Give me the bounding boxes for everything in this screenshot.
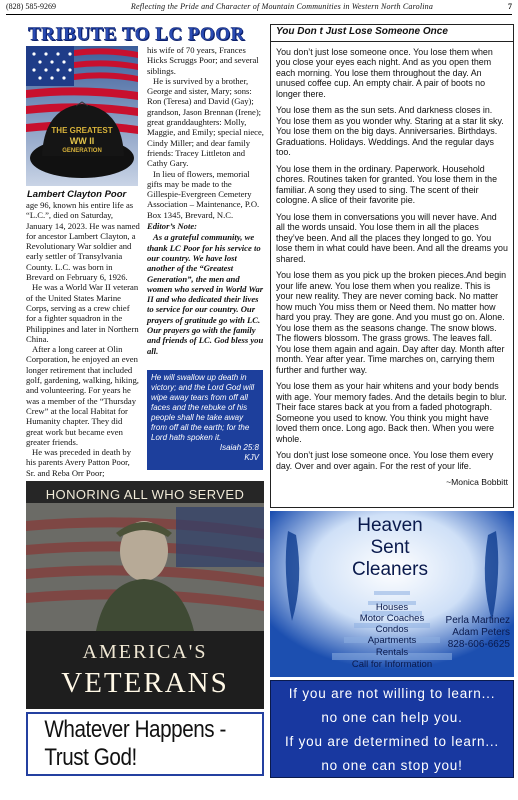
- hat-line-2: WW II: [69, 136, 95, 146]
- tribute-title: TRIBUTE TO LC POOR: [28, 24, 245, 45]
- poem-stanza: You lose them in the ordinary. Paperwork. Household chores. Routines taken for granted. You lose them in the familiar. A song they used to sing. The scent of their cologne. A slice of their favorite pie.: [276, 163, 498, 205]
- obituary-column-1: [26, 200, 140, 478]
- veteran-hat-photo: [26, 46, 138, 186]
- page-number: 7: [507, 2, 512, 11]
- editor-note-label: Editor’s Note:: [147, 221, 198, 232]
- poem-author: ~Monica Bobbitt: [446, 477, 508, 487]
- veterans-ad-line-1: AMERICA'S: [82, 641, 208, 663]
- poem-stanza: You don’t just lose someone once. You lose them when you close your eyes each night. And as you open them each morning. You lose them throughout the day. An unused coffee cup. An empty chair. A pair of boots no longer there.: [276, 46, 493, 99]
- editor-note-text: As a grateful community, we thank LC Poor for his service to our country. We have lost another of the “Greatest Generation”, the men and women who served in World War II and who dedicated their lives to service for our country. Our prayers of gratitude go with LC. Our prayers go with the family and friends of LC. God bless you all.: [147, 232, 264, 356]
- trust-god-ad: [26, 712, 264, 776]
- hat-line-3: GENERATION: [62, 148, 102, 154]
- contact-name: Adam Peters: [452, 627, 510, 638]
- hat-line-1: THE GREATEST: [51, 126, 113, 135]
- header-phone: (828) 585-9269: [6, 2, 56, 11]
- service-item: Condos: [375, 624, 409, 635]
- obit-paragraph: age 96, known his entire life as “L.C.”, died on Saturday, January 14, 2023. He was named for ancestor Lambert Clayton, a Revolutionary War soldier and early settler of Transylvania County. L.C. was born in Brevard on February 6, 1926.: [26, 200, 140, 283]
- obit-paragraph: He is survived by a brother, George and sister, Mary; sons: Ron (Teresa) and David (Gay); grandson, Jason Brennan (Irene); great granddaughters: Molly, Maggie, and Emily; special niece, Cindy Miller; and dear family friends: Tracey Littleton and Cathy Gary.: [147, 75, 264, 169]
- scripture-verse-box: [147, 370, 263, 470]
- contact-name: Perla Martinez: [445, 615, 510, 626]
- brand-line-1: Heaven: [357, 515, 423, 536]
- learn-line: If you are determined to learn...: [284, 734, 499, 749]
- heaven-sent-cleaners-ad: [270, 511, 514, 677]
- poem-title: You Don t Just Lose Someone Once: [271, 25, 513, 42]
- veterans-ad-headline: HONORING ALL WHO SERVED: [45, 487, 245, 502]
- heaven-brand: [320, 515, 460, 581]
- obit-paragraph: his wife of 70 years, Frances Hicks Scruggs Poor; and several siblings.: [147, 45, 259, 76]
- poem-stanza: You lose them as your hair whitens and your body bends with age. Your memory fades. And the details begin to blur. Their face stares back at you from a faded photograph. Someone you used to know. You think you might have loved them once. Long ago. Back then. When you were whole.: [276, 381, 507, 444]
- poem-stanza: You lose them as the sun sets. And darkness closes in. You lose them as you wonder why. Staring at a star lit sky. You lose them on the big days. Anniversaries. Birthdays. Graduations. Holidays. Weddings. And the regular days too.: [276, 105, 504, 157]
- learn-line: If you are not willing to learn...: [288, 686, 496, 701]
- obit-paragraph: In lieu of flowers, memorial gifts may be made to the Gillespie-Evergreen Cemetery Association – Maintenance, P.O. Box 1345, Brevard, N.C.: [147, 168, 260, 220]
- verse-version: KJV: [244, 453, 259, 462]
- obituary-column-2: [147, 45, 265, 356]
- poem-stanza: You don’t just lose someone once. You lose them every day. Over and over again. For the rest of your life.: [276, 450, 494, 471]
- poem-stanza: You lose them in conversations you will never have. And all the words unsaid. You lose them in all the places they’ve been. And all the places they longed to go. You lose them in what could have been. And all the dreams you shared.: [276, 211, 508, 264]
- veterans-ad-line-2: VETERANS: [61, 667, 229, 699]
- brand-line-3: Cleaners: [351, 559, 429, 580]
- page-header: [6, 2, 512, 15]
- photo-caption: Lambert Clayton Poor: [27, 189, 127, 200]
- obit-paragraph: He was preceded in death by his parents Avery Patton Poor, Sr. and Reba Orr Poor;: [26, 447, 132, 478]
- verse-text: He will swallow up death in victory; and the Lord God will wipe away tears from off all faces and the rebuke of his people shall he take away from off all the earth; for the Lord hath spoken it.: [151, 373, 255, 442]
- verse-reference: Isaiah 25:8: [219, 443, 259, 452]
- call-info: Call for Information: [351, 659, 433, 670]
- service-item: Houses: [375, 602, 409, 613]
- obit-paragraph: He was a World War II veteran of the United States Marine Corps, serving as a crew chief for a fighter squadron in the Philippines and later in Northern China.: [26, 282, 139, 344]
- brand-line-2: Sent: [370, 537, 410, 558]
- obit-paragraph: After a long career at Olin Corporation, he enjoyed an even longer retirement that included golf, gardening, walking, hiking, and volunteering. For years he was a member of the “Thursday Crew” at the local Habitat for Humanity chapter. They did great work but became even greater friends.: [26, 344, 139, 447]
- header-motto: Reflecting the Pride and Character of Mountain Communities in Western North Carolina: [130, 2, 434, 11]
- contact-phone: 828-606-6625: [447, 639, 510, 650]
- learn-line: no one can stop you!: [321, 758, 463, 773]
- service-item: Apartments: [367, 635, 417, 646]
- heaven-contacts: [446, 615, 510, 651]
- poem-box: [270, 24, 514, 508]
- trust-god-text: Whatever Happens - Trust God!: [44, 716, 226, 771]
- veterans-ad: [26, 481, 264, 709]
- service-item: Rentals: [375, 647, 409, 658]
- learn-motivation-ad: [270, 680, 514, 778]
- poem-stanza: You lose them as you pick up the broken pieces.And begin your life anew. You lose them when you realize. This is your new reality. They are never coming back. No matter how much You miss them or Need them. No matter how hard you pray. They are gone. And you must go on. Alone. You lose them as the seasons change. The snow blows. The flowers blossom. The grass grows. The leaves fall. You lose them again and again. Day after day. Month after month. Year after year. Time marches on, carrying them further and further way.: [276, 270, 507, 375]
- service-item: Motor Coaches: [359, 613, 425, 624]
- learn-line: no one can help you.: [321, 710, 463, 725]
